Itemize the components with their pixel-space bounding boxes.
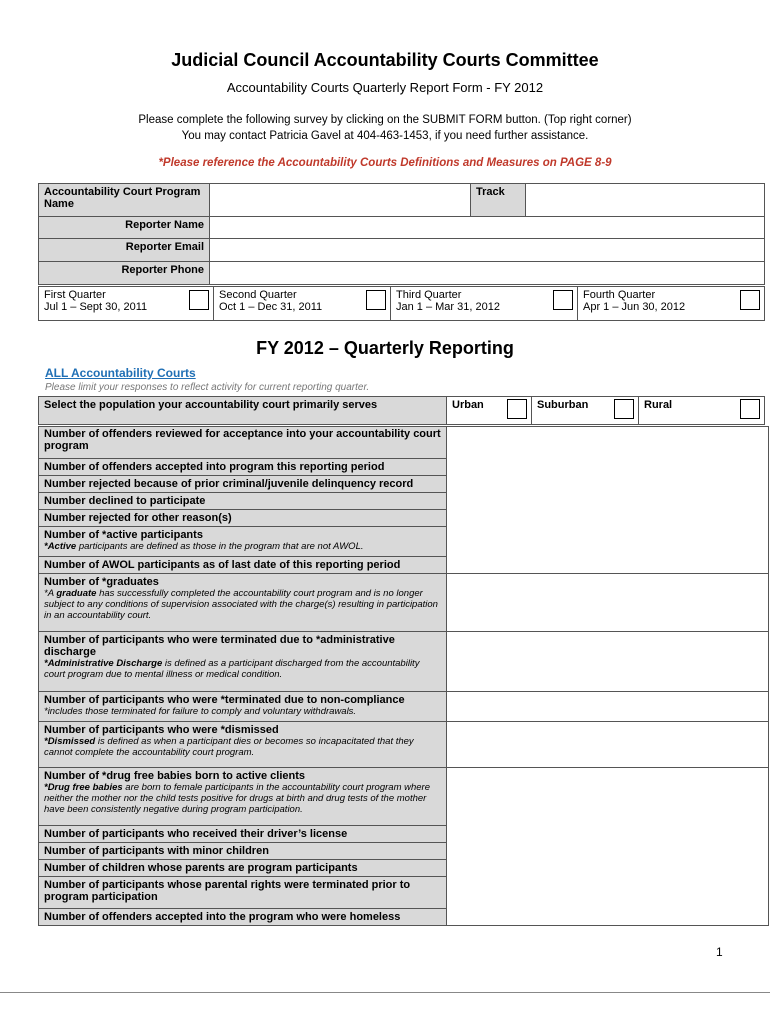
urban-checkbox[interactable] [507, 399, 527, 419]
quarter-2-cell [364, 287, 391, 321]
measure-label: Number of children whose parents are program participants [39, 860, 447, 877]
form-title: Judicial Council Accountability Courts Committee [171, 50, 599, 70]
measure-note-text: participants are defined as those in the program that are not AWOL. [76, 541, 364, 552]
measure-label: Number of offenders accepted into program this reporting period [39, 459, 447, 476]
suburban-checkbox[interactable] [614, 399, 634, 419]
program-name-field[interactable] [210, 184, 471, 217]
measure-note [44, 658, 441, 680]
quarter-2 [214, 287, 365, 321]
reporter-name-label: Reporter Name [39, 217, 210, 239]
answer-field-non-compliance[interactable] [447, 692, 769, 722]
program-name-label: Accountability Court Program Name [39, 184, 210, 217]
measure-label: Number of participants whose parental rights were terminated prior to program participation [39, 877, 447, 909]
measure-note-text: has successfully completed the accountability court program and is no longer subject to any conditions of supervision associated with the charge(s) resulting in participation in an accountability court. [44, 588, 438, 621]
measure-note [44, 588, 441, 621]
table-row [39, 574, 769, 632]
instruction-line-2: You may contact Patricia Gavel at 404-463-1453, if you need further assistance. [181, 130, 589, 142]
measure-note-text: is defined as a participant discharged from the accountability court program due to mental illness or medical condition. [44, 658, 420, 680]
measure-label: Number of participants with minor children [39, 843, 447, 860]
measure-cell [39, 527, 447, 557]
quarter-1 [39, 287, 188, 321]
measure-label: Number of participants who were *terminated due to non-compliance [44, 694, 405, 706]
measure-note-term: graduate [56, 588, 97, 599]
quarter-dates: Jan 1 – Mar 31, 2012 [396, 301, 500, 313]
measure-note-text: are born to female participants in the accountability court program where neither the mother nor the child tests positive for drugs at birth and drug tests of the mother have been consistently negative during program participation. [44, 782, 430, 815]
quarter-label: First Quarter [44, 289, 106, 301]
measure-note [44, 736, 441, 758]
suburban-label: Suburban [532, 397, 613, 425]
measure-note-prefix: *A [44, 588, 57, 599]
quarter-1-checkbox[interactable] [189, 290, 209, 310]
measure-note-text: is defined as when a participant dies or becomes so incapacitated that they cannot complete the accountability court program. [44, 736, 414, 758]
suburban-cell [612, 397, 639, 425]
measure-label: Number rejected for other reason(s) [39, 510, 447, 527]
measure-note-term: *Active [44, 541, 77, 552]
page-number: 1 [716, 945, 723, 959]
measures-table [38, 426, 769, 926]
rural-cell [738, 397, 765, 425]
form-subtitle: Accountability Courts Quarterly Report Form - FY 2012 [226, 80, 544, 95]
quarter-label: Fourth Quarter [583, 289, 656, 301]
answer-field-offenders-reviewed[interactable] [447, 427, 769, 574]
quarter-2-checkbox[interactable] [366, 290, 386, 310]
table-row [39, 722, 769, 768]
measure-label: Number of offenders accepted into the program who were homeless [39, 909, 447, 926]
answer-field-graduates[interactable] [447, 574, 769, 632]
reporter-phone-label: Reporter Phone [39, 262, 210, 285]
measure-note-term: *Drug free babies [44, 782, 123, 793]
table-row [39, 427, 769, 459]
measure-cell [39, 692, 447, 722]
quarter-label: Third Quarter [396, 289, 462, 301]
measure-cell [39, 632, 447, 692]
rural-label: Rural [639, 397, 739, 425]
measure-note-term: *Administrative Discharge [44, 658, 163, 669]
instruction-line-1: Please complete the following survey by clicking on the SUBMIT FORM button. (Top right corner) [138, 114, 632, 126]
answer-field-drug-free-babies[interactable] [447, 768, 769, 926]
quarter-label: Second Quarter [219, 289, 297, 301]
measure-label: Number of *active participants [44, 529, 203, 541]
reporter-name-field[interactable] [210, 217, 765, 239]
table-row [39, 632, 769, 692]
measure-cell [39, 722, 447, 768]
table-row [39, 692, 769, 722]
measure-note-term: *Dismissed [44, 736, 96, 747]
measure-label: Number of participants who received their driver’s license [39, 826, 447, 843]
section-heading: ALL Accountability Courts [45, 366, 196, 380]
measure-note: *includes those terminated for failure to comply and voluntary withdrawals. [44, 706, 357, 717]
measure-label: Number rejected because of prior criminal/juvenile delinquency record [39, 476, 447, 493]
measure-label: Number of participants who were *dismissed [44, 724, 279, 736]
population-table [38, 396, 765, 425]
measure-label: Number of participants who were terminated due to *administrative discharge [44, 634, 395, 658]
population-label: Select the population your accountability court primarily serves [39, 397, 447, 425]
quarter-3-checkbox[interactable] [553, 290, 573, 310]
track-label: Track [471, 184, 526, 217]
reporting-heading: FY 2012 – Quarterly Reporting [256, 338, 514, 358]
quarter-table [38, 286, 765, 321]
urban-label: Urban [447, 397, 506, 425]
measure-note [44, 782, 441, 815]
quarter-dates: Jul 1 – Sept 30, 2011 [44, 301, 148, 313]
answer-field-administrative-discharge[interactable] [447, 632, 769, 692]
measure-label: Number of *drug free babies born to active clients [44, 770, 305, 782]
measure-label: Number declined to participate [39, 493, 447, 510]
rural-checkbox[interactable] [740, 399, 760, 419]
quarter-4-checkbox[interactable] [740, 290, 760, 310]
quarter-dates: Oct 1 – Dec 31, 2011 [219, 301, 323, 313]
measure-note [44, 541, 441, 552]
quarter-3-cell [551, 287, 578, 321]
measure-cell [39, 574, 447, 632]
measure-label: Number of AWOL participants as of last date of this reporting period [39, 557, 447, 574]
urban-cell [505, 397, 532, 425]
footer-divider [0, 992, 770, 993]
program-info-table [38, 183, 765, 285]
answer-field-dismissed[interactable] [447, 722, 769, 768]
measure-label: Number of offenders reviewed for acceptance into your accountability court program [39, 427, 447, 459]
table-row [39, 768, 769, 826]
reporter-email-label: Reporter Email [39, 239, 210, 262]
quarter-4-cell [738, 287, 765, 321]
reference-note: *Please reference the Accountability Courts Definitions and Measures on PAGE 8-9 [158, 157, 612, 169]
instructions [0, 112, 770, 144]
measure-cell [39, 768, 447, 826]
quarter-dates: Apr 1 – Jun 30, 2012 [583, 301, 686, 313]
section-note: Please limit your responses to reflect activity for current reporting quarter. [45, 382, 370, 393]
quarter-4 [578, 287, 739, 321]
reporter-phone-field[interactable] [210, 262, 765, 285]
quarter-1-cell [187, 287, 214, 321]
track-field[interactable] [526, 184, 765, 217]
measure-label: Number of *graduates [44, 576, 159, 588]
quarter-3 [391, 287, 552, 321]
reporter-email-field[interactable] [210, 239, 765, 262]
